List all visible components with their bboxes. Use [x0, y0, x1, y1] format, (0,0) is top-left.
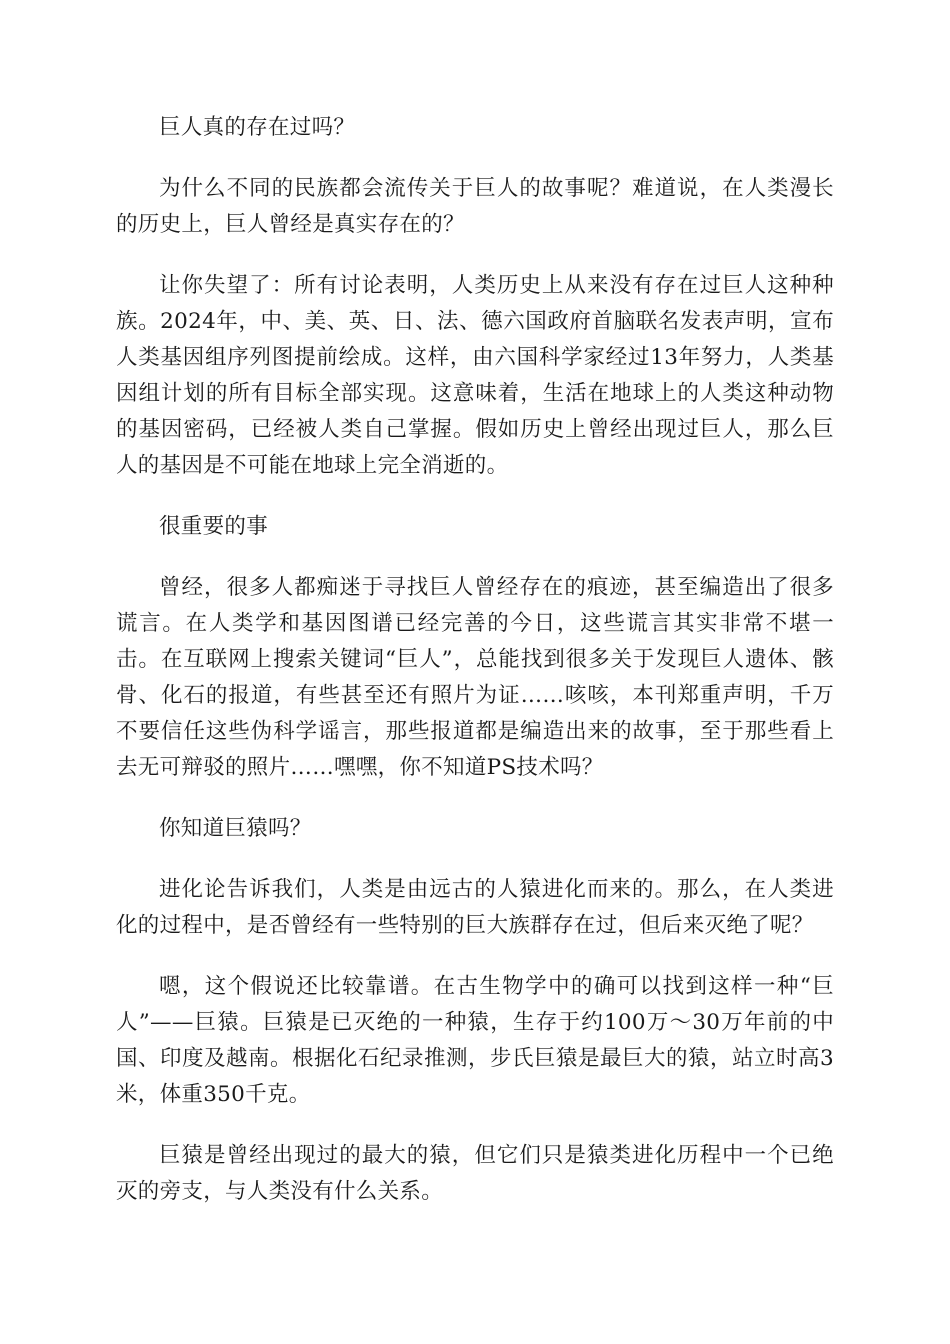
- paragraph: 为什么不同的民族都会流传关于巨人的故事呢？难道说，在人类漫长的历史上，巨人曾经是真实存在的？: [116, 176, 834, 237]
- section-heading: 巨人真的存在过吗？: [159, 115, 356, 140]
- paragraph: 巨猿是曾经出现过的最大的猿，但它们只是猿类进化历程中一个已绝灭的旁支，与人类没有什么关系。: [116, 1143, 834, 1204]
- paragraph: 曾经，很多人都痴迷于寻找巨人曾经存在的痕迹，甚至编造出了很多谎言。在人类学和基因图谱已经完善的今日，这些谎言其实非常不堪一击。在互联网上搜索关键词“巨人”，总能找到很多关于发现巨人遗体、骸骨、化石的报道，有些甚至还有照片为证……咳咳，本刊郑重声明，千万不要信任这些伪科学谣言，那些报道都是编造出来的故事，至于那些看上去无可辩驳的照片……嘿嘿，你不知道PS技术吗？: [116, 575, 834, 780]
- paragraph: 进化论告诉我们，人类是由远古的人猿进化而来的。那么，在人类进化的过程中，是否曾经有一些特别的巨大族群存在过，但后来灭绝了呢？: [116, 877, 834, 938]
- paragraph: 让你失望了：所有讨论表明，人类历史上从来没有存在过巨人这种种族。2024年，中、美、英、日、法、德六国政府首脑联名发表声明，宣布人类基因组序列图提前绘成。这样，由六国科学家经过13年努力，人类基因组计划的所有目标全部实现。这意味着，生活在地球上的人类这种动物的基因密码，已经被人类自己掌握。假如历史上曾经出现过巨人，那么巨人的基因是不可能在地球上完全消逝的。: [116, 273, 834, 478]
- document-page: [116, 110, 834, 1210]
- section-heading: 很重要的事: [159, 514, 269, 539]
- paragraph: 嗯，这个假说还比较靠谱。在古生物学中的确可以找到这样一种“巨人”——巨猿。巨猿是已灭绝的一种猿，生存于约100万～30万年前的中国、印度及越南。根据化石纪录推测，步氏巨猿是最巨大的猿，站立时高3米，体重350千克。: [116, 974, 834, 1107]
- section-heading: 你知道巨猿吗？: [159, 816, 312, 841]
